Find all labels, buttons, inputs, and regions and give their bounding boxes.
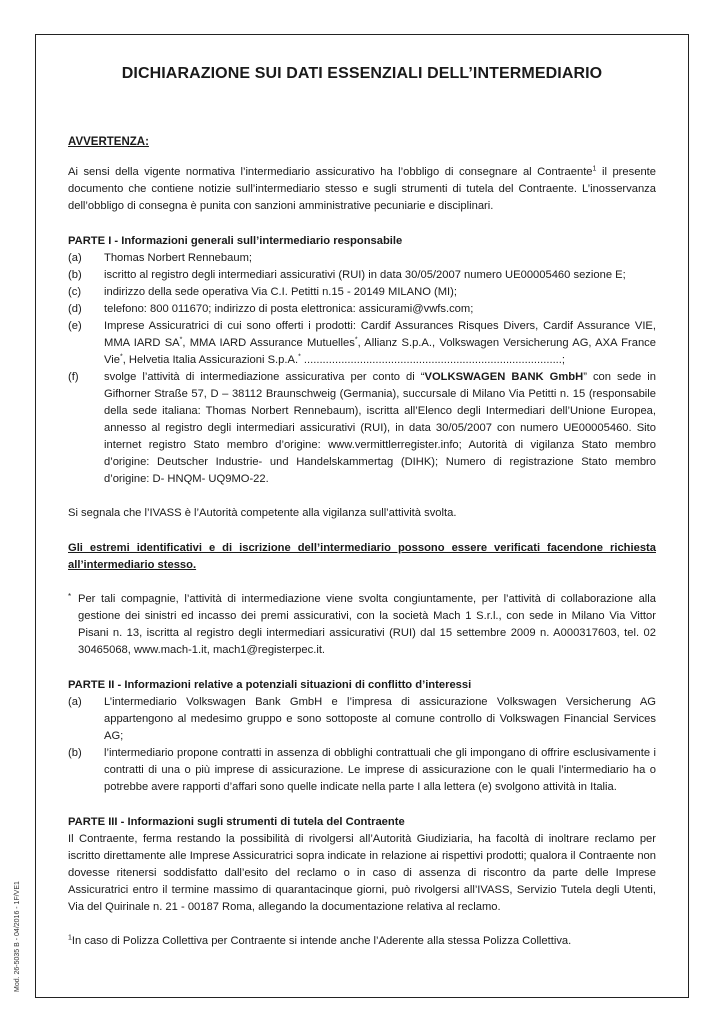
document-body xyxy=(68,64,656,950)
part1-item-a: (a) Thomas Norbert Rennebaum; xyxy=(68,252,252,264)
part2-heading: PARTE II - Informazioni relative a potenziali situazioni di conflitto d’interessi xyxy=(68,679,472,691)
part3-text: Il Contraente, ferma restando la possibilità di rivolgersi all’Autorità Giudiziaria, ha facoltà di inoltrare reclamo per iscritto direttamente alle Imprese Assicuratrici sopra indicate in relazione ai rispettivi prodotti; qualora il Contraente non dovesse ritenersi soddisfatto dall’esito del reclamo o in caso di assenza di riscontro da parte delle Imprese Assicuratrici entro il termine massimo di quarantacinque giorni, può rivolgersi all’IVASS, Servizio Tutela degli Utenti, Via del Quirinale n. 21 - 00187 Roma, allegando la documentazione relativa al reclamo. xyxy=(68,833,656,913)
ivass-note: Si segnala che l’IVASS è l’Autorità competente alla vigilanza sull’attività svolta. xyxy=(68,507,457,519)
part1-item-c: (c) indirizzo della sede operativa Via C.I. Petitti n.15 - 20149 MILANO (MI); xyxy=(68,286,457,298)
part1-item-f: (f) svolge l’attività di intermediazione assicurativa per conto di “VOLKSWAGEN BANK GmbH” con sede in Gifhorner Straße 57, D – 38112 Braunschweig (Germania), succursale di Milano Via Petitti n. 15 (responsabile della sede italiana: Thomas Norbert Rennebaum), iscritta all’Elenco degli Intermediari dell’Unione Europea, annesso al registro degli intermediari assicurativi (RUI), in data 30/05/2007 con numero UE00005460. Sito internet registro Stato membro d’origine: www.vermittlerregister.info; Autorità di vigilanza Stato membro d’origine: Deutscher Industrie- und Handelskammertag (DIHK); Numero di registrazione Stato membro d’origine: D- HNQM- UQ9MO-22. xyxy=(68,371,656,485)
part1-item-d: (d) telefono: 800 011670; indirizzo di posta elettronica: assicurami@vwfs.com; xyxy=(68,303,474,315)
warning-heading: AVVERTENZA: xyxy=(68,136,149,148)
part1-heading: PARTE I - Informazioni generali sull’intermediario responsabile xyxy=(68,235,403,247)
verification-note: Gli estremi identificativi e di iscrizione dell’intermediario possono essere verificati facendone richiesta all’intermediario stesso. xyxy=(68,542,656,571)
star-footnote: * Per tali compagnie, l’attività di intermediazione viene svolta congiuntamente, per l’attività di collaborazione alla gestione dei sinistri ed incasso dei premi assicurativi, con la società Mach 1 S.r.l., con sede in Milano Via Vittor Pisani n. 13, iscritta al registro degli intermediari assicurativi (RUI) dal 15 settembre 2009 n. A000317603, tel. 02 30465068, www.mach-1.it, mach1@registerpec.it. xyxy=(68,592,656,656)
document-title: DICHIARAZIONE SUI DATI ESSENZIALI DELL’INTERMEDIARIO xyxy=(121,65,603,82)
part2-item-a: (a) L’intermediario Volkswagen Bank GmbH e l’impresa di assicurazione Volkswagen Versicherung AG appartengono al medesimo gruppo e sono sottoposte al comune controllo di Volkswagen Financial Services AG; xyxy=(68,696,656,742)
form-code: Mod. 26-5035 B - 04/2016 - 1F/VE1 xyxy=(14,881,21,992)
part1-item-e: (e) Imprese Assicuratrici di cui sono offerti i prodotti: Cardif Assurances Risques Divers, Cardif Assurance VIE, MMA IARD SA*, MMA IARD Assurance Mutuelles*, Allianz S.p.A., Volkswagen Versicherung AG, AXA France Vie*, Helvetia Italia Assicurazioni S.p.A.* ...................................................................................; xyxy=(68,320,656,366)
part3-heading: PARTE III - Informazioni sugli strumenti di tutela del Contraente xyxy=(68,816,405,828)
footnote-1: $^1$In caso di Polizza Collettiva per Contraente si intende anche l’Aderente alla stessa Polizza Collettiva. xyxy=(68,934,572,947)
warning-text: Ai sensi della vigente normativa l’intermediario assicurativo ha l’obbligo di consegnare al Contraente$^1$ il presente documento che contiene notizie sull’intermediario stesso e sugli strumenti di tutela del Contraente. L’inosservanza dell’obbligo di consegna è punita con sanzioni amministrative pecuniarie e disciplinari. xyxy=(68,165,656,212)
part2-item-b: (b) l’intermediario propone contratti in assenza di obblighi contrattuali che gli impongano di offrire esclusivamente i contratti di una o più imprese di assicurazione. Le imprese di assicurazione con le quali l’intermediario ha o potrebbe avere rapporti d’affari sono quelle indicate nella parte I alla lettera (e) svolgono attività in Italia. xyxy=(68,747,656,793)
part1-item-b: (b) iscritto al registro degli intermediari assicurativi (RUI) in data 30/05/2007 numero UE00005460 sezione E; xyxy=(68,269,626,281)
footnote-ref: 1 xyxy=(592,165,597,173)
